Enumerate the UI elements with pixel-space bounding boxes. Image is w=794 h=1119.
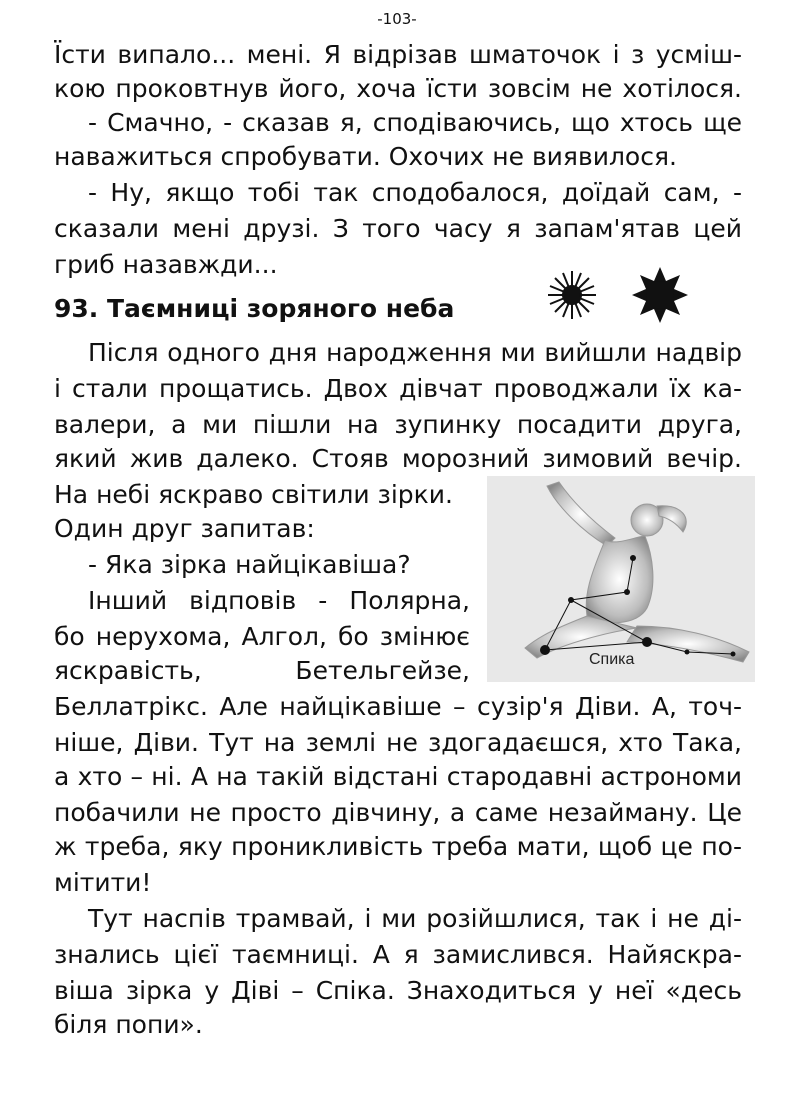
bold-star-icon (632, 267, 688, 323)
text-line: бо нерухома, Алгол, бо змінює (54, 622, 470, 651)
text-line: Тут наспів трамвай, і ми розійшлися, так і не ді- (88, 904, 742, 933)
thin-star-icon (548, 271, 596, 319)
text-line: ніше, Діви. Тут на землі не здогадаєшся, хто Така, (54, 728, 742, 757)
page-number: -103- (377, 10, 417, 28)
text-line: Їсти випало... мені. Я відрізав шматочок і з усміш- (54, 40, 742, 69)
section-heading: 93. Таємниці зоряного неба (54, 294, 455, 323)
stars-decoration-icon (540, 262, 700, 328)
text-line: - Ну, якщо тобі так сподобалося, доїдай сам, - (88, 178, 742, 207)
text-line: - Смачно, - сказав я, сподіваючись, що хтось ще (88, 108, 742, 137)
text-line: Беллатрікс. Але найцікавіше – сузір'я Діви. А, точ- (54, 692, 742, 721)
text-line: побачили не просто дівчину, а саме незайману. Це (54, 798, 742, 827)
virgo-figure-icon (487, 476, 755, 682)
text-line: ж треба, яку проникливість треба мати, щоб це по- (54, 832, 742, 861)
text-line: наважиться спробувати. Охочих не виявилося. (54, 142, 677, 171)
text-line: - Яка зірка найцікавіша? (88, 550, 411, 579)
text-line: біля попи». (54, 1010, 203, 1039)
text-line: Після одного дня народження ми вийшли надвір (88, 338, 742, 367)
text-line: який жив далеко. Стояв морозний зимовий вечір. (54, 444, 742, 473)
text-line: знались цієї таємниці. А я замислився. Найяскра- (54, 940, 742, 969)
text-line: гриб назавжди... (54, 250, 278, 279)
text-line: кою проковтнув його, хоча їсти зовсім не хотілося. (54, 74, 742, 103)
text-line: а хто – ні. А на такій відстані стародавні астрономи (54, 762, 742, 791)
text-line: валери, а ми пішли на зупинку посадити друга, (54, 410, 742, 439)
text-line: Один друг запитав: (54, 514, 315, 543)
virgo-constellation-illustration (487, 476, 755, 682)
text-line: Інший відповів - Полярна, (88, 586, 470, 615)
text-line: і стали прощатись. Двох дівчат проводжали їх ка- (54, 374, 742, 403)
text-line: На небі яскраво світили зірки. (54, 480, 453, 509)
text-line: яскравість, Бетельгейзе, (54, 656, 470, 685)
text-line: мітити! (54, 868, 152, 897)
text-line: віша зірка у Діві – Спіка. Знаходиться у неї «десь (54, 976, 742, 1005)
spica-label: Спика (589, 651, 635, 668)
text-line: сказали мені друзі. З того часу я запам'ятав цей (54, 214, 742, 243)
